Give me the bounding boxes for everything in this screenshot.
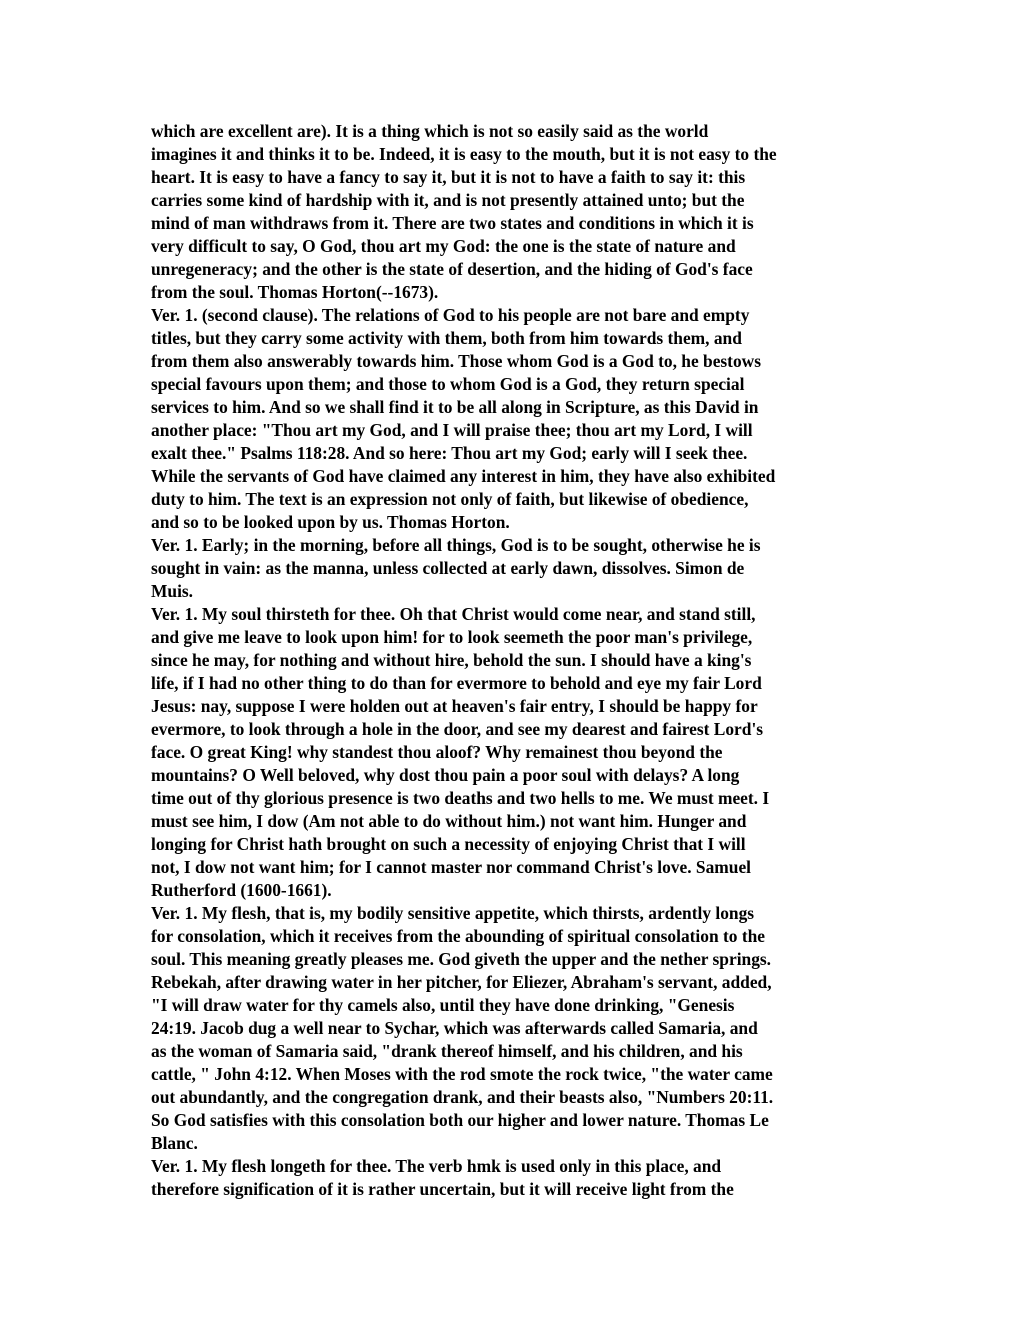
text-line: time out of thy glorious presence is two deaths and two hells to me. We must meet. I	[151, 788, 770, 808]
text-line: Ver. 1. (second clause). The relations of God to his people are not bare and empty	[151, 305, 750, 325]
text-line: Rebekah, after drawing water in her pitcher, for Eliezer, Abraham's servant, added,	[151, 972, 772, 992]
text-line: services to him. And so we shall find it to be all along in Scripture, as this David in	[151, 397, 759, 417]
text-line: Blanc.	[151, 1133, 198, 1153]
text-line: Muis.	[151, 581, 194, 601]
text-line: longing for Christ hath brought on such a necessity of enjoying Christ that I will	[151, 834, 746, 854]
text-line: mountains? O Well beloved, why dost thou pain a poor soul with delays? A long	[151, 765, 740, 785]
text-line: face. O great King! why standest thou aloof? Why remainest thou beyond the	[151, 742, 723, 762]
text-line: as the woman of Samaria said, "drank thereof himself, and his children, and his	[151, 1041, 743, 1061]
text-line: special favours upon them; and those to whom God is a God, they return special	[151, 374, 745, 394]
text-line: duty to him. The text is an expression not only of faith, but likewise of obedience,	[151, 489, 749, 509]
text-line: Ver. 1. Early; in the morning, before all things, God is to be sought, otherwise he is	[151, 535, 761, 555]
text-line: carries some kind of hardship with it, and is not presently attained unto; but the	[151, 190, 745, 210]
text-line: out abundantly, and the congregation drank, and their beasts also, "Numbers 20:11.	[151, 1087, 774, 1107]
text-line: soul. This meaning greatly pleases me. God giveth the upper and the nether springs.	[151, 949, 772, 969]
text-line: from the soul. Thomas Horton(--1673).	[151, 282, 439, 302]
text-line: very difficult to say, O God, thou art my God: the one is the state of nature and	[151, 236, 736, 256]
text-line: "I will draw water for thy camels also, until they have done drinking, "Genesis	[151, 995, 735, 1015]
text-line: another place: "Thou art my God, and I will praise thee; thou art my Lord, I will	[151, 420, 753, 440]
text-line: therefore signification of it is rather uncertain, but it will receive light from the	[151, 1179, 734, 1199]
text-line: since he may, for nothing and without hire, behold the sun. I should have a king's	[151, 650, 752, 670]
text-line: Jesus: nay, suppose I were holden out at heaven's fair entry, I should be happy for	[151, 696, 758, 716]
text-line: from them also answerably towards him. Those whom God is a God to, he bestows	[151, 351, 761, 371]
text-line: must see him, I dow (Am not able to do without him.) not want him. Hunger and	[151, 811, 747, 831]
text-line: cattle, " John 4:12. When Moses with the rod smote the rock twice, "the water came	[151, 1064, 773, 1084]
text-line: Ver. 1. My soul thirsteth for thee. Oh that Christ would come near, and stand still,	[151, 604, 756, 624]
text-line: for consolation, which it receives from the abounding of spiritual consolation to the	[151, 926, 765, 946]
text-line: evermore, to look through a hole in the door, and see my dearest and fairest Lord's	[151, 719, 764, 739]
text-line: Ver. 1. My flesh longeth for thee. The verb hmk is used only in this place, and	[151, 1156, 722, 1176]
text-line: Rutherford (1600-1661).	[151, 880, 332, 900]
text-line: So God satisfies with this consolation both our higher and lower nature. Thomas Le	[151, 1110, 769, 1130]
text-line: heart. It is easy to have a fancy to say it, but it is not to have a faith to say it: this	[151, 167, 746, 187]
text-line: life, if I had no other thing to do than for evermore to behold and eye my fair Lord	[151, 673, 762, 693]
text-line: exalt thee." Psalms 118:28. And so here: Thou art my God; early will I seek thee.	[151, 443, 748, 463]
document-page	[151, 120, 881, 1201]
text-line: unregeneracy; and the other is the state of desertion, and the hiding of God's face	[151, 259, 753, 279]
text-line: sought in vain: as the manna, unless collected at early dawn, dissolves. Simon de	[151, 558, 745, 578]
text-line: 24:19. Jacob dug a well near to Sychar, which was afterwards called Samaria, and	[151, 1018, 758, 1038]
text-line: and give me leave to look upon him! for to look seemeth the poor man's privilege,	[151, 627, 753, 647]
text-line: mind of man withdraws from it. There are two states and conditions in which it is	[151, 213, 754, 233]
text-line: not, I dow not want him; for I cannot master nor command Christ's love. Samuel	[151, 857, 751, 877]
text-line: While the servants of God have claimed any interest in him, they have also exhibited	[151, 466, 776, 486]
text-line: titles, but they carry some activity with them, both from him towards them, and	[151, 328, 742, 348]
text-line: and so to be looked upon by us. Thomas Horton.	[151, 512, 510, 532]
text-line: which are excellent are). It is a thing which is not so easily said as the world	[151, 121, 709, 141]
text-line: Ver. 1. My flesh, that is, my bodily sensitive appetite, which thirsts, ardently longs	[151, 903, 755, 923]
text-line: imagines it and thinks it to be. Indeed, it is easy to the mouth, but it is not easy to the	[151, 144, 777, 164]
